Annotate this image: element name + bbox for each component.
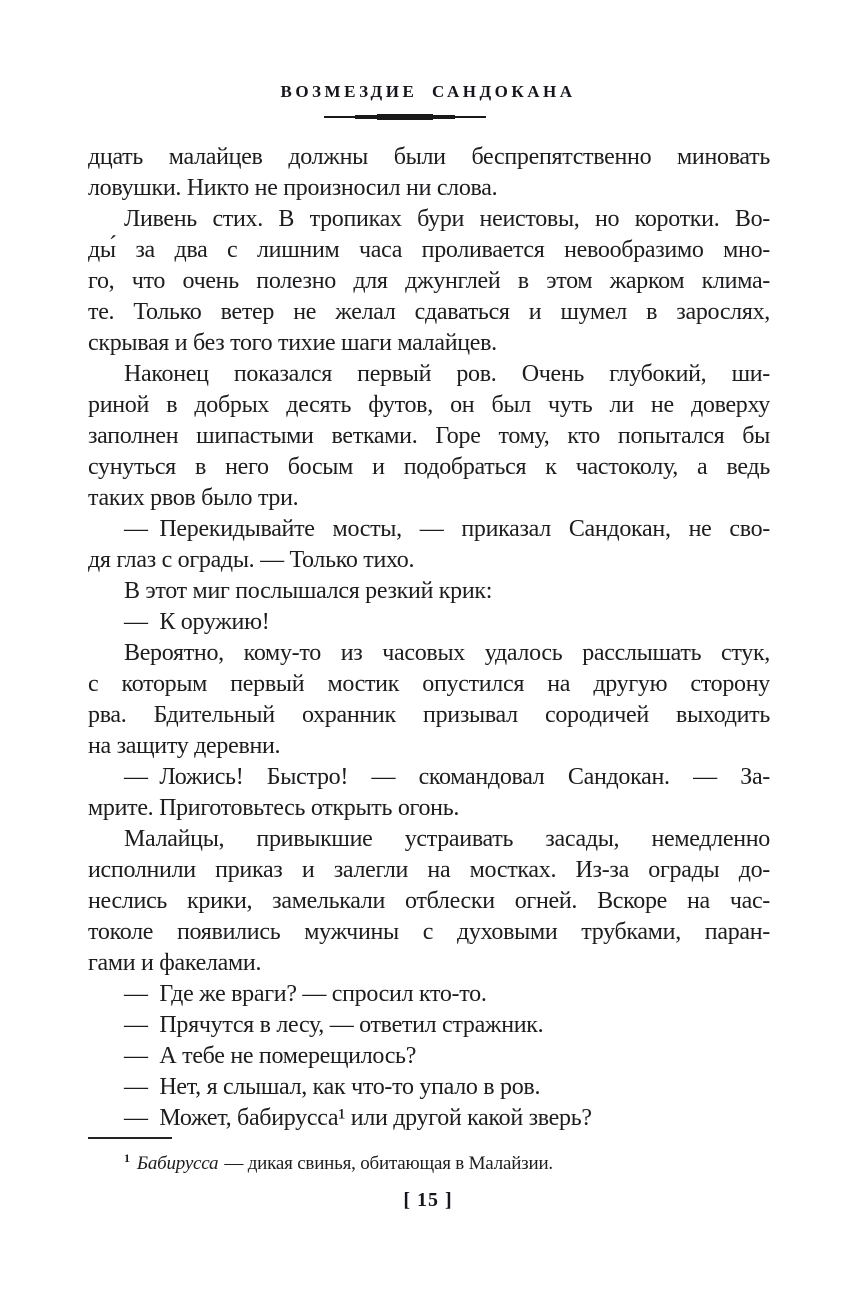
text-line: таких рвов было три.: [88, 485, 299, 511]
paragraph: [88, 1103, 770, 1134]
text-line: скрывая и без того тихие шаги малайцев.: [88, 330, 497, 356]
paragraph: [88, 142, 770, 204]
text-line: — К оружию!: [124, 609, 270, 635]
footnote-rule: [88, 1137, 172, 1139]
text-line: токоле появились мужчины с духовыми трубками, паран-: [88, 919, 770, 945]
paragraph: [88, 514, 770, 576]
paragraph: [88, 824, 770, 979]
page-number: [ 15 ]: [403, 1189, 453, 1211]
text-line: Ливень стих. В тропиках бури неистовы, но коротки. Во-: [124, 206, 770, 232]
text-line: — Ложись! Быстро! — скомандовал Сандокан. — За-: [124, 764, 770, 790]
text-line: — Может, бабирусса¹ или другой какой зверь?: [124, 1105, 592, 1131]
footnote-term: Бабирусса: [136, 1153, 219, 1174]
text-line: Наконец показался первый ров. Очень глубокий, ши-: [124, 361, 770, 387]
divider-thick-rule: [377, 114, 433, 120]
footnote: [88, 1146, 770, 1176]
text-line: Вероятно, кому-то из часовых удалось расслышать стук,: [124, 640, 770, 666]
text-line: на защиту деревни.: [88, 733, 281, 759]
text-line: сунуться в него босым и подобраться к частоколу, а ведь: [88, 454, 770, 480]
text-line: дя глаз с ограды. — Только тихо.: [88, 547, 415, 573]
text-line: риной в добрых десять футов, он был чуть ли не доверху: [88, 392, 770, 418]
text-line: неслись крики, замелькали отблески огней. Вскоре на час-: [88, 888, 770, 914]
paragraph: [88, 576, 770, 607]
footnote-area: [88, 1137, 770, 1176]
text-line: ловушки. Никто не произносил ни слова.: [88, 175, 498, 201]
section-divider: [324, 113, 486, 121]
text-line: дцать малайцев должны были беспрепятственно миновать: [88, 144, 770, 170]
paragraph: [88, 359, 770, 514]
paragraph: [88, 638, 770, 762]
text-line: — Где же враги? — спросил кто-то.: [124, 981, 487, 1007]
paragraph: [88, 762, 770, 824]
paragraph: [88, 1041, 770, 1072]
paragraph: [88, 607, 770, 638]
text-line: мрите. Приготовьтесь открыть огонь.: [88, 795, 460, 821]
text-line: с которым первый мостик опустился на другую сторону: [88, 671, 770, 697]
paragraph: [88, 204, 770, 359]
text-line: те. Только ветер не желал сдаваться и шумел в зарослях,: [88, 299, 770, 325]
running-head: ВОЗМЕЗДИЕ САНДОКАНА: [280, 82, 576, 101]
text-line: — Прячутся в лесу, — ответил стражник.: [124, 1012, 544, 1038]
text-line: — Нет, я слышал, как что-то упало в ров.: [124, 1074, 541, 1100]
text-line: заполнен шипастыми ветками. Горе тому, кто попытался бы: [88, 423, 770, 449]
paragraph: [88, 979, 770, 1010]
text-line: В этот миг послышался резкий крик:: [124, 578, 493, 604]
text-line: — А тебе не померещилось?: [124, 1043, 417, 1069]
text-line: го, что очень полезно для джунглей в этом жарком клима-: [88, 268, 770, 294]
text-line: Малайцы, привыкшие устраивать засады, немедленно: [124, 826, 770, 852]
paragraph: [88, 1010, 770, 1041]
body-text: [88, 142, 770, 1134]
text-line: ды́ за два с лишним часа проливается невообразимо мно-: [88, 237, 770, 263]
text-line: гами и факелами.: [88, 950, 262, 976]
footnote-text: — дикая свинья, обитающая в Малайзии.: [224, 1153, 553, 1174]
text-line: — Перекидывайте мосты, — приказал Сандокан, не сво-: [124, 516, 770, 542]
text-line: рва. Бдительный охранник призывал сородичей выходить: [88, 702, 770, 728]
text-line: исполнили приказ и залегли на мостках. Из-за ограды до-: [88, 857, 770, 883]
paragraph: [88, 1072, 770, 1103]
footnote-marker: 1: [124, 1151, 130, 1165]
